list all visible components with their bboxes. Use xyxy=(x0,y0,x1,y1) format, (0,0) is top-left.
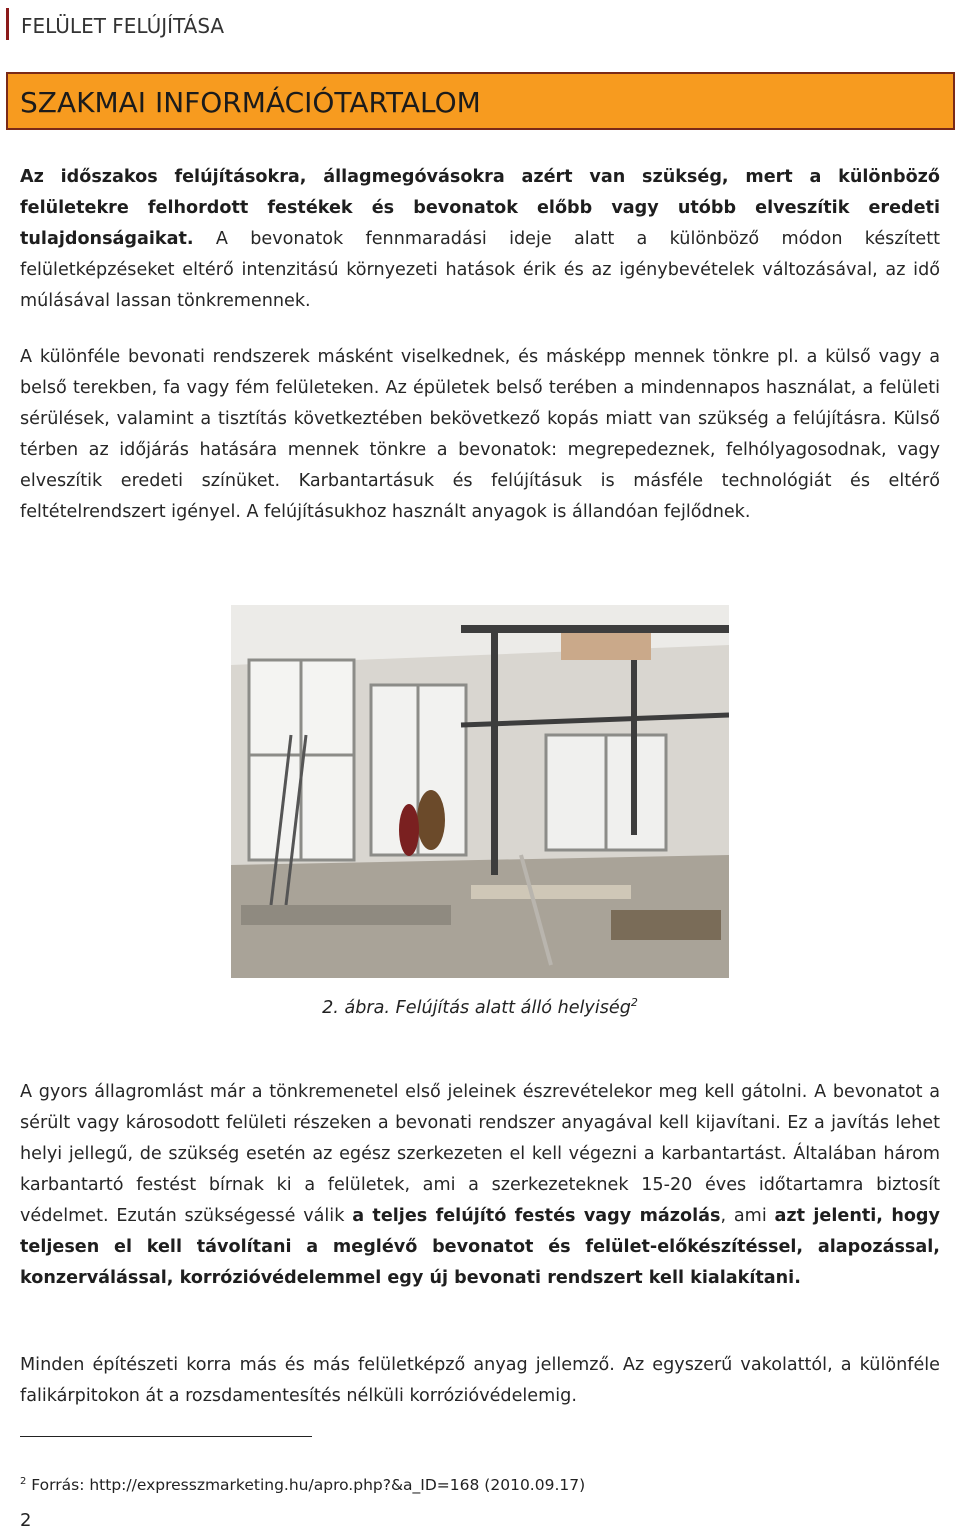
repair-text-1: A gyors állagromlást már a tönkremenetel első jeleinek észrevételekor meg kell gátolni. A bevonatot a sérült vagy károsodott felületi részeken a bevonati rendszer anyagával kell kijavítani. Ez a javítás lehet helyi jellegű, de szükség esetén az egész szerkezeten el kell végezni a karbantartást. Általában három karbantartó festést bírnak ki a felületek, ami a szerkezeteknek 15-20 éves időtartamra biztosít védelmet. Ezután szükségessé válik xyxy=(20,1082,940,1226)
paragraph-repair xyxy=(20,1077,940,1294)
footnote xyxy=(20,1476,585,1494)
repair-bold-1: a teljes felújító festés vagy mázolás xyxy=(352,1206,721,1226)
paragraph-eras: Minden építészeti korra más és más felületképző anyag jellemző. Az egyszerű vakolattól, a különféle falikárpitokon át a rozsdamentesítés nélküli korrózióvédelemig. xyxy=(20,1355,940,1406)
footnote-text: Forrás: http://expresszmarketing.hu/apro.php?&a_ID=168 (2010.09.17) xyxy=(26,1476,586,1495)
renovation-room-photo xyxy=(231,605,729,978)
intro-bold-text: Az időszakos felújításokra, állagmegóvásokra azért van szükség, mert a különböző felületekre felhordott festékek és bevonatok előbb vagy utóbb elveszítik eredeti tulajdonságaikat. xyxy=(20,167,940,249)
footnote-ref: 2 xyxy=(630,996,638,1009)
page-number: 2 xyxy=(20,1510,32,1531)
running-header: FELÜLET FELÚJÍTÁSA xyxy=(6,8,421,40)
photo-illustration xyxy=(231,605,729,978)
repair-bold-2: azt jelenti, hogy teljesen el kell távolítani a meglévő bevonatot és felület-előkészítéssel, alapozással, konzerválással, korrózióvédelemmel egy új bevonati rendszert kell kialakítani. xyxy=(20,1206,940,1288)
paragraph-intro xyxy=(20,162,940,317)
repair-text-2: , ami xyxy=(720,1206,775,1226)
footnote-divider xyxy=(20,1436,312,1437)
intro-text: A bevonatok fennmaradási ideje alatt a különböző módon készített felületképzéseket eltérő intenzitású környezeti hatások érik és az igénybevételek változásával, az idő múlásával lassan tönkremennek. xyxy=(20,229,940,311)
paragraph-coating-systems: A különféle bevonati rendszerek másként viselkednek, és másképp mennek tönkre pl. a külső vagy a belső terekben, fa vagy fém felületeken. Az épületek belső terében a mindennapos használat, a felületi sérülések, valamint a tisztítás következtében bekövetkező kopás miatt van szükség a felújításra. Külső térben az időjárás hatására mennek tönkre a bevonatok: megrepedeznek, felhólyagosodnak, vagy elveszítik eredeti színüket. Karbantartásuk és felújításuk is másféle technológiát és eltérő feltételrendszert igényel. A felújításukhoz használt anyagok is állandóan fejlődnek. xyxy=(20,347,940,522)
footnote-number: 2 xyxy=(20,1476,27,1487)
section-banner: SZAKMAI INFORMÁCIÓTARTALOM xyxy=(6,72,955,130)
figure-caption xyxy=(0,996,960,1018)
figure-caption-text: 2. ábra. Felújítás alatt álló helyiség xyxy=(322,997,631,1018)
